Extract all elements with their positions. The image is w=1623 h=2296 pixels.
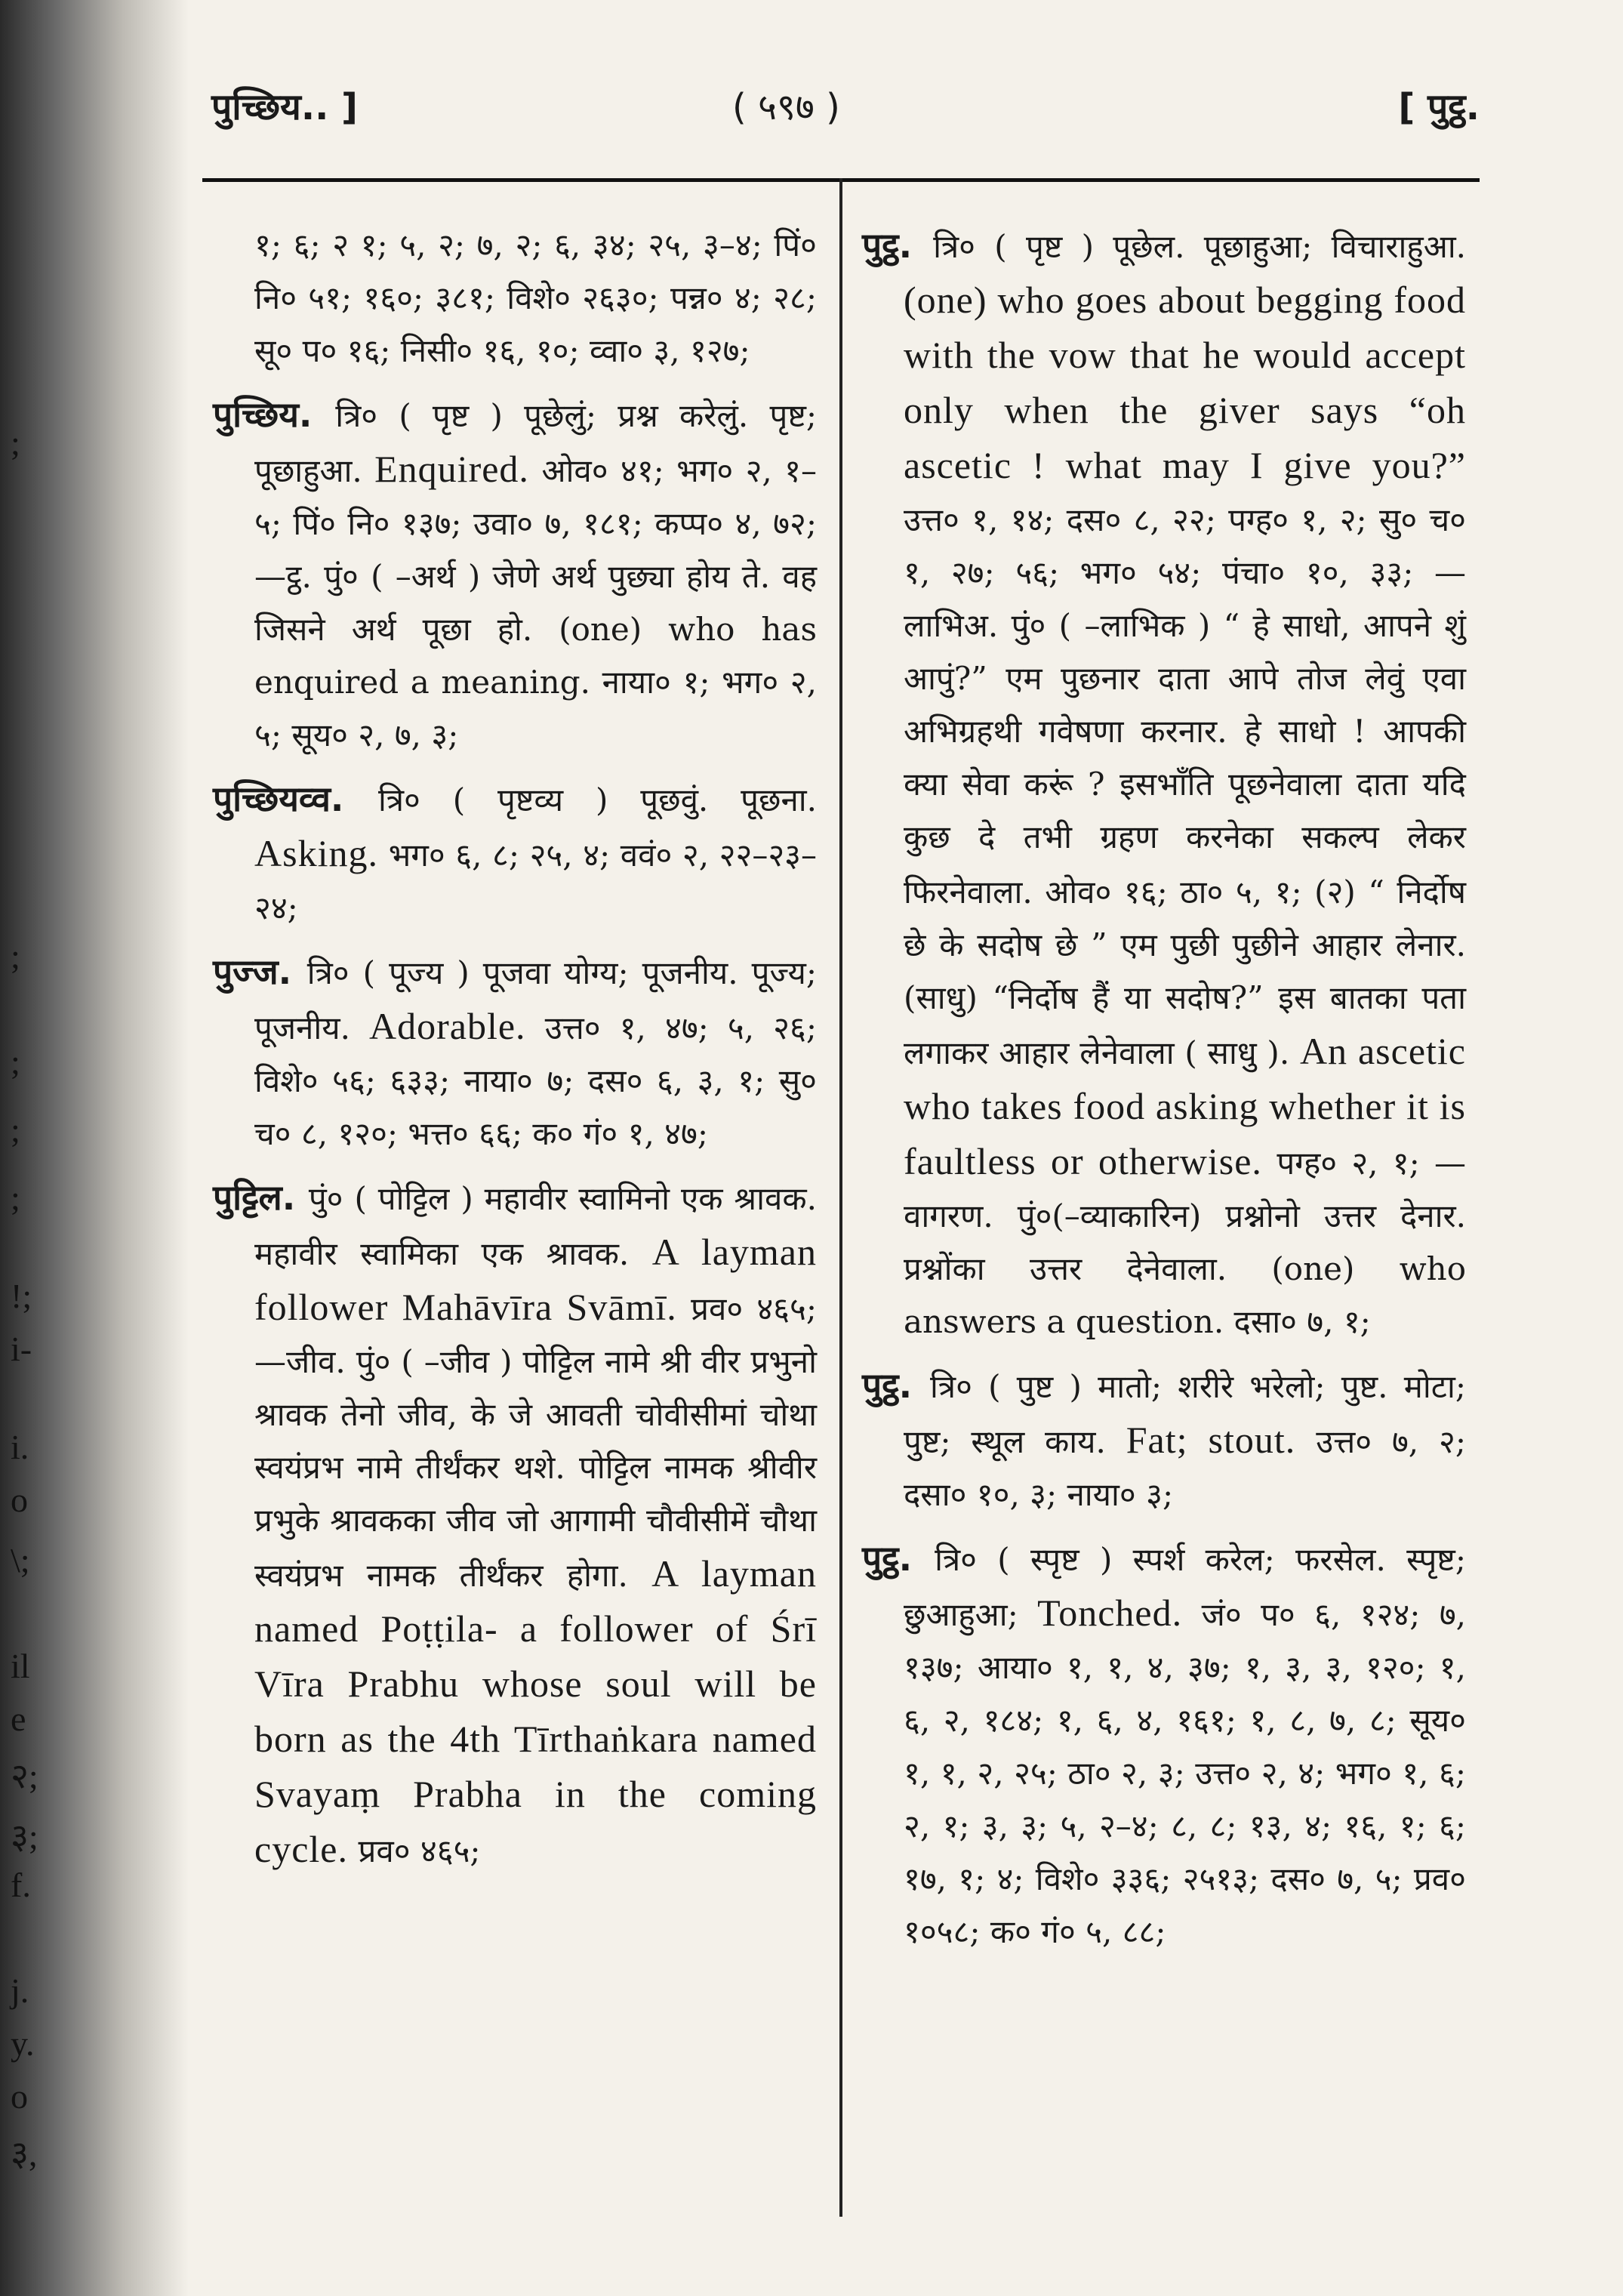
- entry-references: ओव० १६; ठा० ५, १; (२) “ निर्दोष छे के सदोष छे ” एम पुछी पुछीने आहार लेनार. (साधु) “निर्दोष हैं या सदोष?” इस बातका पता लगाकर आहार लेनेवाला ( साधु ).: [904, 874, 1466, 1071]
- edge-mark: !;: [11, 1277, 32, 1315]
- entry-headword: पुच्छियव्व.: [213, 778, 378, 819]
- running-head-right: [ पुट्ठ.: [1398, 86, 1480, 128]
- edge-mark: i-: [11, 1330, 32, 1368]
- right-column: [862, 219, 1466, 1969]
- entry-text: पुं० ( पोट्टिल ) महावीर स्वामिनो एक श्रावक. महावीर स्वामिका एक श्रावक.: [254, 1180, 817, 1272]
- dictionary-entry: [862, 1359, 1466, 1521]
- edge-mark: ३;: [11, 1817, 38, 1856]
- entry-references: उत्त० १, १४; दस० ८, २२; पग्ह० १, २; सु० च० १, २७; ५६; भग० ५४; पंचा० १०, ३३; —लाभिअ. पुं० ( –लाभिक ) “ हे साधो, आपने शुं आपुं?” एम पुछनार दाता आपे तोज लेवुं एवा अभिग्रहथी गवेषणा करनार. हे साधो ! आपकी क्या सेवा करूं ? इसभाँति पूछनेवाला दाता यदि कुछ दे तभी ग्रहण करनेका सकल्प लेकर फिरनेवाला.: [904, 501, 1466, 911]
- edge-mark: ;: [11, 1043, 20, 1081]
- entry-references: प्रव० ४६५; —जीव. पुं० ( –जीव ) पोट्टिल नामे श्री वीर प्रभुनो श्रावक तेनो जीव, के जे आवती चोवीसीमां चोथा स्वयंप्रभ नामे तीर्थंकर थशे. पोट्टिल नामक श्रीवीर प्रभुके श्रावकका जीव जो आगामी चौवीसीमें चौथा स्वयंप्रभ नामक तीर्थंकर होगा.: [254, 1290, 817, 1594]
- edge-mark: e: [11, 1700, 26, 1738]
- entry-text: त्रि० ( पृष्ट ) पूछेल. पूछाहुआ; विचाराहुआ.: [933, 228, 1466, 265]
- dictionary-entry-continuation: [213, 219, 817, 378]
- entry-references: भग० ६, ८; २५, ४; ववं० २, २२–२३–२४;: [254, 837, 817, 926]
- edge-mark: ;: [11, 937, 20, 975]
- entry-text: त्रि० ( पूज्य ) पूजवा योग्य; पूजनीय. पूज्य; पूजनीय.: [254, 954, 817, 1046]
- entry-headword: पुट्ठ.: [862, 1538, 935, 1579]
- entry-headword: पुट्ठ.: [862, 225, 934, 266]
- dictionary-entry: [862, 1532, 1466, 1959]
- edge-mark: i.: [11, 1428, 29, 1466]
- running-head-left: पुच्छिय.. ]: [211, 86, 358, 128]
- left-column: [213, 219, 817, 1888]
- entry-english: An ascetic who takes food asking whether it is faultless or otherwise.: [904, 1030, 1466, 1182]
- entry-english: A layman follower Mahāvīra Svāmī.: [254, 1231, 817, 1328]
- edge-mark: y.: [11, 2024, 35, 2063]
- entry-references: उत्त० ७, २; दसा० १०, ३; नाया० ३;: [904, 1423, 1466, 1513]
- edge-mark: il: [11, 1647, 30, 1685]
- entry-english: Asking.: [254, 832, 389, 874]
- dictionary-entry: [862, 219, 1466, 1348]
- entry-english: Enquired.: [374, 448, 542, 490]
- dictionary-entry: [213, 388, 817, 762]
- entry-english: Tonched.: [1037, 1592, 1202, 1634]
- edge-mark: j.: [11, 1971, 29, 2010]
- entry-english: (one) who goes about begging food with the vow that he would accept only when the giver says “oh ascetic ! what may I give you?”: [904, 279, 1466, 486]
- entry-headword: पुज्ज.: [213, 951, 307, 992]
- entry-text: त्रि० ( पृष्ट ) पूछेलुं; प्रश्न करेलुं. पृष्ट; पूछाहुआ.: [254, 397, 817, 489]
- facing-page-edge-marks: [11, 0, 63, 2296]
- entry-headword: पुट्टिल.: [213, 1177, 309, 1218]
- dictionary-entry: [213, 772, 817, 935]
- entry-references: जं० प० ६, १२४; ७, १३७; आया० १, १, ४, ३७; १, ३, ३, १२०; १, ६, २, १८४; १, ६, ४, १६१; १, ८, ७, ८; सूय० १, १, २, २५; ठा० २, ३; उत्त० २, ४; भग० १, ६; २, १; ३, ३; ५, २–४; ८, ८; १३, ४; १६, १; ६; १७, १; ४; विशे० ३३६; २५१३; दस० ७, ५; प्रव० १०५८; क० गं० ५, ८८;: [904, 1596, 1467, 1950]
- entry-text: त्रि० ( स्पृष्ट ) स्पर्श करेल; फरसेल. स्पृष्ट; छुआहुआ;: [904, 1541, 1466, 1633]
- entry-headword: पुट्ठ.: [862, 1365, 931, 1406]
- entry-references: पग्ह० २, १; —वागरण. पुं०(–व्याकारिन) प्रश्नोनो उत्तर देनार. प्रश्नोंका उत्तर देनेवाला. (one) who answers a question. दसा० ७, १;: [904, 1145, 1466, 1340]
- entry-english: A layman named Poṭṭila- a follower of Śrī Vīra Prabhu whose soul will be born as the 4th Tīrthaṅkara named Svayaṃ Prabha in the coming cycle.: [254, 1552, 817, 1870]
- edge-mark: ३,: [11, 2134, 38, 2173]
- entry-english: Adorable.: [369, 1005, 545, 1047]
- page-number: ( ५९७ ): [732, 86, 840, 128]
- entry-headword: पुच्छिय.: [213, 394, 336, 435]
- page-header: [211, 82, 1480, 142]
- entry-references: उत्त० १, ४७; ५, २६; विशे० ५६; ६३३; नाया० ७; दस० ६, ३, १; सु० च० ८, १२०; भत्त० ६६; क० गं० १, ४७;: [254, 1009, 817, 1152]
- edge-mark: \;: [11, 1541, 30, 1579]
- edge-mark: o: [11, 1481, 28, 1519]
- column-divider: [839, 178, 842, 2217]
- edge-mark: o: [11, 2077, 28, 2116]
- dictionary-entry: [213, 945, 817, 1160]
- entry-text: १; ६; २ १; ५, २; ७, २; ६, ३४; २५, ३–४; पिं० नि० ५१; १६०; ३८१; विशे० २६३०; पन्न० ४; २८; सू० प० १६; निसी० १६, १०; व्वा० ३, १२७;: [254, 227, 817, 369]
- edge-mark: २;: [11, 1757, 38, 1795]
- entry-text: त्रि० ( पुष्ट ) मातो; शरीरे भरेलो; पुष्ट. मोटा; पुष्ट; स्थूल काय.: [904, 1368, 1466, 1460]
- edge-mark: ;: [11, 1111, 20, 1149]
- entry-references: ओव० ४१; भग० २, १–५; पिं० नि० १३७; उवा० ७, १८१; कप्प० ४, ७२; —ट्ठ. पुं० ( –अर्थ ) जेणे अर्थ पुछ्या होय ते. वह जिसने अर्थ पूछा हो. (one) who has enquired a meaning. नाया० १; भग० २, ५; सूय० २, ७, ३;: [254, 452, 818, 754]
- edge-mark: ;: [11, 424, 20, 462]
- edge-mark: f.: [11, 1866, 31, 1904]
- entry-english: Fat; stout.: [1126, 1419, 1317, 1461]
- entry-references: प्रव० ४६५;: [358, 1832, 481, 1869]
- edge-mark: ;: [11, 1179, 20, 1217]
- dictionary-entry: [213, 1171, 817, 1878]
- entry-text: त्रि० ( पृष्टव्य ) पूछवुं. पूछना.: [377, 781, 818, 818]
